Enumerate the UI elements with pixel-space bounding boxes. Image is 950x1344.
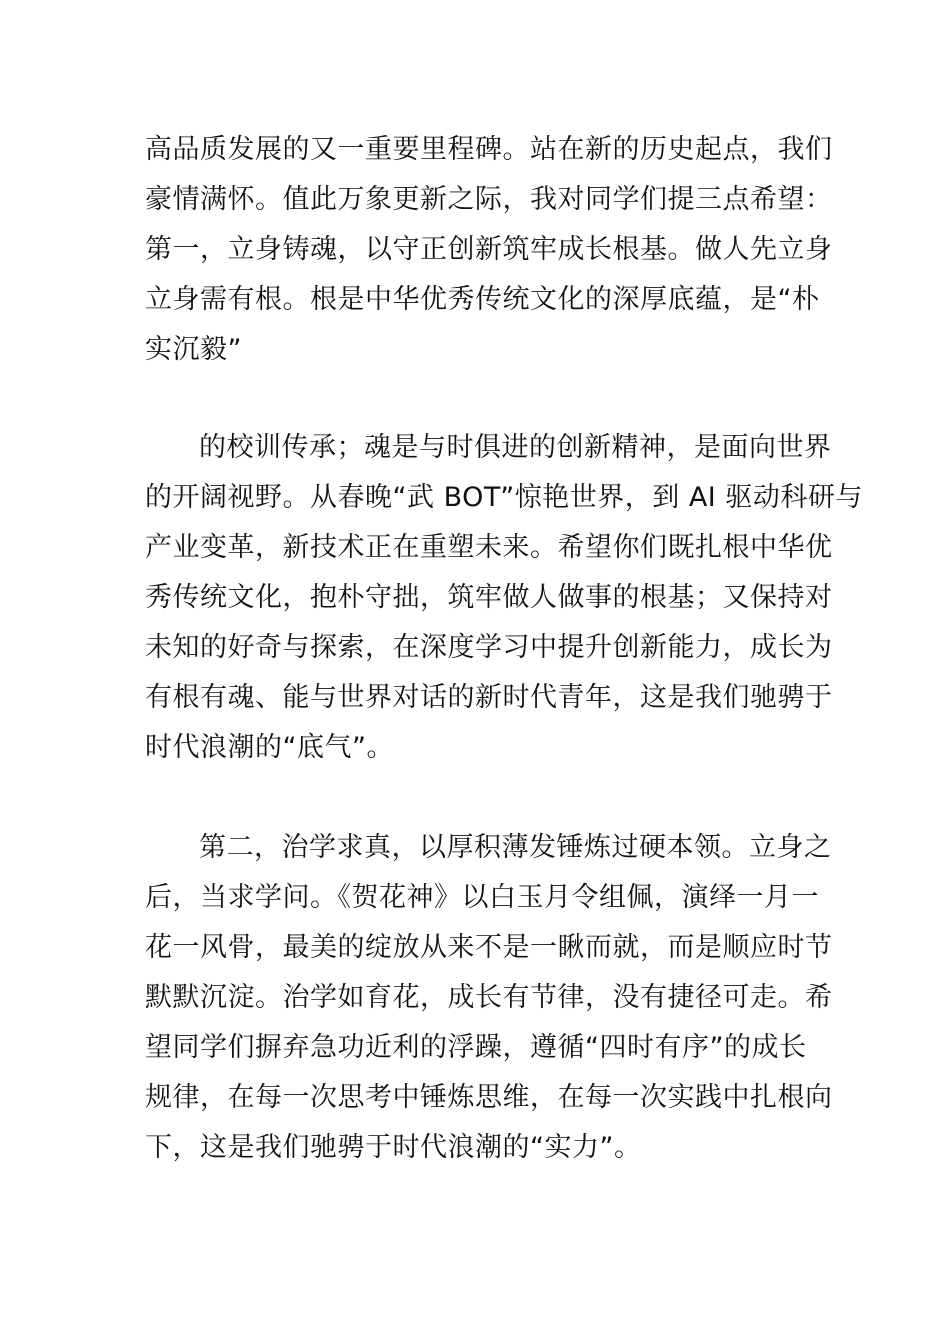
text-line: 立身需有根。根是中华优秀传统文化的深厚底蕴，是“朴 xyxy=(145,284,820,315)
text-line: 后，当求学问。《贺花神》以白玉月令组佩，演绎一月一 xyxy=(145,882,819,913)
text-line: 时代浪潮的“底气”。 xyxy=(145,732,394,763)
text-line: 的校训传承；魂是与时俱进的创新精神，是面向世界 xyxy=(199,432,832,463)
text-line: 未知的好奇与探索，在深度学习中提升创新能力，成长为 xyxy=(145,632,833,663)
text-line: 默默沉淀。治学如育花，成长有节律，没有捷径可走。希 xyxy=(145,982,833,1013)
paragraph-3 xyxy=(145,823,833,1173)
paragraph-2 xyxy=(145,423,863,773)
text-line: 花一风骨，最美的绽放从来不是一瞅而就，而是顺应时节 xyxy=(145,932,833,963)
text-line: 有根有魂、能与世界对话的新时代青年，这是我们驰骋于 xyxy=(145,682,833,713)
text-line: 的开阔视野。从春晚“武 BOT”惊艳世界，到 AI 驱动科研与 xyxy=(145,482,863,513)
text-line: 豪情满怀。值此万象更新之际，我对同学们提三点希望： xyxy=(145,184,833,215)
text-line: 实沉毅” xyxy=(145,334,242,365)
text-line: 秀传统文化，抱朴守拙，筑牢做人做事的根基；又保持对 xyxy=(145,582,833,613)
text-line: 规律，在每一次思考中锤炼思维，在每一次实践中扎根向 xyxy=(145,1082,833,1113)
paragraph-1 xyxy=(145,125,833,375)
text-line: 第二，治学求真，以厚积薄发锤炼过硬本领。立身之 xyxy=(199,832,832,863)
text-line: 下，这是我们驰骋于时代浪潮的“实力”。 xyxy=(145,1132,642,1163)
text-line: 产业变革，新技术正在重塑未来。希望你们既扎根中华优 xyxy=(145,532,833,563)
text-line: 高品质发展的又一重要里程碑。站在新的历史起点，我们 xyxy=(145,134,833,165)
text-line: 望同学们摒弃急功近利的浮躁，遵循“四时有序”的成长 xyxy=(145,1032,807,1063)
text-line: 第一，立身铸魂，以守正创新筑牢成长根基。做人先立身 xyxy=(145,234,833,265)
